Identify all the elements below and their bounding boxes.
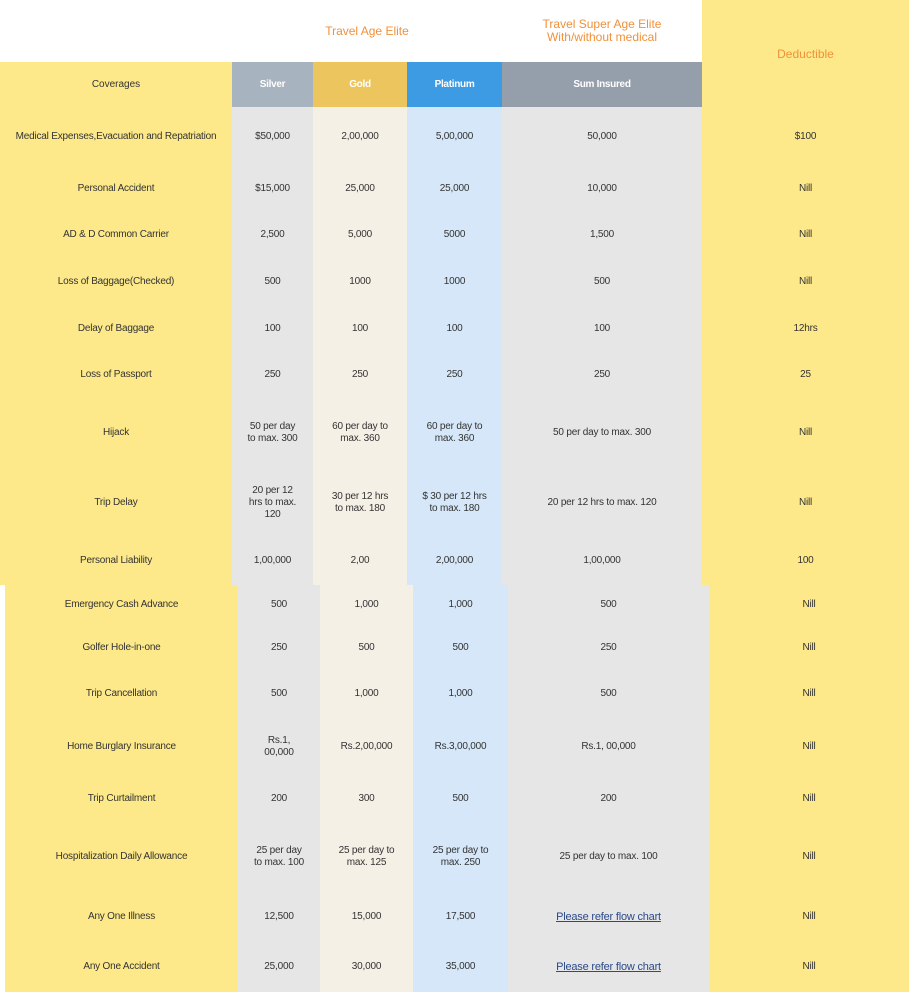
platinum-header-label: Platinum [434,79,475,90]
coverage-cell-text: Personal Liability [80,555,152,566]
refer-flow-chart-link[interactable]: Please refer flow chart [556,911,661,923]
deductible-cell [709,585,909,625]
sum-insured-cell [502,468,702,537]
silver-cell-text: 25 per day to max. 100 [253,845,305,868]
platinum-cell [407,352,502,398]
silver-cell [232,107,313,166]
deductible-cell [709,625,909,671]
gold-cell-text: 25,000 [345,183,375,194]
silver-cell-text: 200 [270,793,288,804]
deductible-cell [702,166,909,212]
table-row [0,942,909,992]
platinum-cell-text: 35,000 [445,961,476,972]
gold-cell-text: 500 [358,642,375,653]
table-row [0,671,909,717]
deductible-cell-text: $100 [794,130,817,142]
gold-cell [320,717,413,776]
deductible-cell [709,942,909,992]
silver-cell [232,352,313,398]
coverage-cell [0,305,232,352]
table-row [0,107,909,166]
table-row [0,166,909,212]
silver-cell [232,537,313,585]
deductible-header-label: Deductible [777,46,834,61]
coverage-cell-text: Loss of Passport [80,369,152,380]
platinum-cell [407,537,502,585]
gold-cell-text: 100 [351,322,369,334]
sum-insured-cell [502,537,702,585]
deductible-cell-text: 100 [797,555,814,566]
coverage-cell [0,352,232,398]
sum-insured-cell [508,942,709,992]
platinum-cell-text: 1000 [443,275,466,287]
sum-insured-cell-text: Rs.1, 00,000 [581,740,636,752]
platinum-cell [413,671,508,717]
header-left-blank [0,0,232,62]
platinum-cell [407,107,502,166]
silver-cell [232,305,313,352]
gold-cell [313,352,407,398]
platinum-cell-text: 25,000 [439,183,470,194]
platinum-cell-text: 5,00,000 [435,130,474,142]
table-row [0,822,909,892]
platinum-cell [407,468,502,537]
gold-cell [313,107,407,166]
silver-cell-text: 100 [264,322,281,334]
coverage-cell-text: Hijack [102,427,130,438]
platinum-cell [407,212,502,258]
gold-cell-text: 1,000 [354,688,379,699]
deductible-cell [702,468,909,537]
silver-cell-text: 2,500 [260,229,285,240]
coverage-cell [5,942,238,992]
deductible-cell-text: Nill [798,496,813,508]
coverage-cell-text: Personal Accident [77,183,155,194]
deductible-cell-text: Nill [802,793,816,804]
silver-cell-text: 250 [264,369,281,380]
gold-cell [320,942,413,992]
platinum-cell-text: Rs.3,00,000 [434,740,487,752]
silver-header [232,62,313,107]
deductible-cell-text: Nill [802,688,816,699]
sum-insured-cell-text: 200 [600,793,617,804]
gold-cell-text: Rs.2,00,000 [340,740,393,752]
sum-insured-cell [502,305,702,352]
coverage-cell-text: Trip Curtailment [87,793,156,804]
sum-insured-cell [508,625,709,671]
silver-cell-text: 250 [270,642,288,653]
group-super-line1: Travel Super Age Elite [542,17,662,31]
coverage-cell-text: Emergency Cash Advance [64,599,179,610]
group-travel-age-elite-label: Travel Age Elite [325,23,409,38]
gold-cell [320,822,413,892]
sum-insured-cell-text: 500 [593,275,611,287]
silver-cell-text: 12,500 [264,911,294,922]
coverage-cell [0,468,232,537]
coverage-cell [0,258,232,305]
coverage-cell [5,776,238,822]
gold-cell [320,625,413,671]
coverage-cell-text: Medical Expenses,Evacuation and Repatriation [15,130,217,142]
coverage-cell [0,398,232,468]
sum-insured-cell-text: 250 [600,642,617,653]
group-travel-super-age-elite [502,0,702,62]
gold-cell-text: 2,00 [350,555,370,566]
deductible-cell-text: Nill [798,229,813,240]
gold-cell-text: 15,000 [351,911,382,922]
table-row [0,625,909,671]
coverage-cell-text: Trip Delay [94,496,138,508]
silver-cell [232,398,313,468]
platinum-cell [413,822,508,892]
sum-insured-header [502,62,702,107]
coverage-cell [5,625,238,671]
gold-header [313,62,407,107]
sum-insured-cell-text: 50 per day to max. 300 [553,427,651,438]
platinum-cell [413,585,508,625]
table-row [0,258,909,305]
table-row [0,305,909,352]
group-travel-age-elite [232,0,502,62]
silver-cell-text: 500 [270,599,288,610]
gold-cell-text: 5,000 [347,229,373,240]
sum-insured-cell [508,717,709,776]
group-super-line2: With/without medical [546,30,658,44]
coverages-header-label: Coverages [91,79,141,90]
sum-insured-cell [502,166,702,212]
deductible-cell-text: Nill [802,961,816,972]
gold-cell-text: 1000 [349,275,371,287]
platinum-cell-text: 100 [446,322,463,334]
table-row [0,776,909,822]
deductible-cell [702,305,909,352]
coverage-cell-text: AD & D Common Carrier [63,229,169,240]
coverage-cell [5,892,238,942]
table-row [0,398,909,468]
platinum-cell [413,717,508,776]
coverage-cell-text: Home Burglary Insurance [67,740,176,752]
deductible-cell [702,398,909,468]
sum-insured-cell-text: 1,00,000 [583,555,621,566]
silver-cell-text: $15,000 [255,183,290,194]
deductible-cell-text: Nill [802,642,816,653]
silver-cell [232,212,313,258]
platinum-cell [407,258,502,305]
coverage-cell-text: Trip Cancellation [85,688,158,699]
silver-cell-text: $50,000 [255,130,290,142]
coverage-cell [5,585,238,625]
gold-cell [313,305,407,352]
coverage-cell-text: Any One Illness [87,911,156,922]
coverage-cell [0,537,232,585]
deductible-cell-text: Nill [802,851,816,862]
sum-insured-cell-text: 250 [593,369,611,380]
table-row [0,468,909,537]
silver-cell-text: 1,00,000 [253,555,292,566]
sum-insured-cell [502,352,702,398]
deductible-cell-text: Nill [802,599,816,610]
sum-insured-cell [502,212,702,258]
silver-cell [238,892,320,942]
platinum-cell [413,625,508,671]
silver-cell [238,776,320,822]
coverages-header [0,62,232,107]
gold-cell [320,776,413,822]
coverage-cell [0,166,232,212]
coverage-cell [0,212,232,258]
deductible-cell-text: Nill [802,911,816,922]
coverage-cell [5,717,238,776]
deductible-cell [702,107,909,166]
deductible-cell [709,776,909,822]
platinum-cell-text: 60 per day to max. 360 [426,421,483,444]
gold-cell [320,585,413,625]
gold-cell-text: 30,000 [351,961,382,972]
silver-cell [232,468,313,537]
coverage-cell-text: Loss of Baggage(Checked) [57,275,175,287]
platinum-cell-text: 250 [446,369,463,380]
silver-cell [238,625,320,671]
deductible-cell [709,717,909,776]
deductible-cell-text: Nill [798,427,813,438]
platinum-cell-text: 500 [452,793,469,804]
coverage-cell-text: Delay of Baggage [77,322,155,334]
deductible-cell [702,212,909,258]
gold-cell [313,166,407,212]
silver-cell-text: 500 [270,688,288,699]
gold-cell [320,892,413,942]
sum-insured-cell-text: 500 [600,599,617,610]
deductible-cell-text: 12hrs [793,322,818,334]
table-row [0,212,909,258]
deductible-cell-text: Nill [798,275,813,287]
deductible-cell [702,258,909,305]
gold-cell [313,212,407,258]
sum-insured-cell-text: 1,500 [589,229,615,240]
platinum-cell-text: 17,500 [445,911,476,922]
coverage-cell-text: Golfer Hole-in-one [82,642,161,653]
platinum-cell [413,776,508,822]
gold-cell [320,671,413,717]
sum-insured-cell [502,107,702,166]
gold-header-label: Gold [349,79,371,90]
platinum-cell [407,166,502,212]
platinum-cell-text: 1,000 [448,688,473,699]
silver-cell [238,942,320,992]
sum-insured-cell-text: 10,000 [587,183,617,194]
row-separator [0,992,909,993]
platinum-cell-text: 25 per day to max. 250 [432,845,489,868]
sum-insured-cell [508,585,709,625]
table-row [0,352,909,398]
coverage-cell [5,822,238,892]
table-row [0,585,909,625]
sum-insured-cell [508,671,709,717]
gold-cell-text: 30 per 12 hrs to max. 180 [331,490,389,514]
deductible-cell [709,671,909,717]
silver-cell-text: 20 per 12 hrs to max. 120 [248,484,297,520]
deductible-header [702,0,909,107]
gold-cell [313,537,407,585]
table-row [0,892,909,942]
silver-cell [238,671,320,717]
platinum-cell-text: 1,000 [448,599,473,610]
table-row [0,717,909,776]
gold-cell [313,258,407,305]
silver-cell-text: Rs.1, 00,000 [264,734,294,758]
sum-insured-cell [508,892,709,942]
platinum-cell [407,305,502,352]
gold-cell-text: 250 [351,369,369,380]
coverage-cell [0,107,232,166]
silver-header-label: Silver [259,79,286,90]
platinum-cell-text: 5000 [443,229,466,240]
sum-insured-header-label: Sum Insured [573,79,631,90]
gold-cell [313,468,407,537]
sum-insured-cell-text: 50,000 [587,130,617,142]
sum-insured-cell [502,398,702,468]
platinum-cell [413,892,508,942]
sum-insured-cell [508,776,709,822]
gold-cell-text: 25 per day to max. 125 [338,845,395,868]
coverage-cell [5,671,238,717]
sum-insured-cell [508,822,709,892]
platinum-header [407,62,502,107]
deductible-cell [709,892,909,942]
refer-flow-chart-link[interactable]: Please refer flow chart [556,961,661,973]
table-row [0,537,909,585]
silver-cell-text: 50 per day to max. 300 [247,421,298,444]
deductible-cell-text: 25 [800,369,811,380]
gold-cell-text: 60 per day to max. 360 [332,421,388,444]
deductible-cell-text: Nill [798,183,813,194]
silver-cell-text: 25,000 [264,961,294,972]
sum-insured-cell-text: 25 per day to max. 100 [559,851,658,862]
sum-insured-cell-text: 100 [593,322,611,334]
gold-cell-text: 1,000 [354,599,379,610]
coverage-cell-text: Any One Accident [83,961,160,972]
deductible-cell-text: Nill [802,740,816,752]
sum-insured-cell [502,258,702,305]
silver-cell [232,258,313,305]
silver-cell [238,822,320,892]
platinum-cell-text: $ 30 per 12 hrs to max. 180 [422,490,487,514]
sum-insured-cell-text: 500 [600,688,617,699]
sum-insured-cell-text: 20 per 12 hrs to max. 120 [547,496,657,508]
platinum-cell-text: 500 [452,642,469,653]
silver-cell [238,717,320,776]
silver-cell [232,166,313,212]
deductible-cell [709,822,909,892]
deductible-cell [702,537,909,585]
silver-cell-text: 500 [264,275,281,287]
coverage-cell-text: Hospitalization Daily Allowance [55,851,188,862]
silver-cell [238,585,320,625]
platinum-cell [413,942,508,992]
platinum-cell-text: 2,00,000 [435,555,474,566]
deductible-cell [702,352,909,398]
gold-cell-text: 300 [358,793,375,804]
platinum-cell [407,398,502,468]
gold-cell-text: 2,00,000 [341,130,379,142]
gold-cell [313,398,407,468]
